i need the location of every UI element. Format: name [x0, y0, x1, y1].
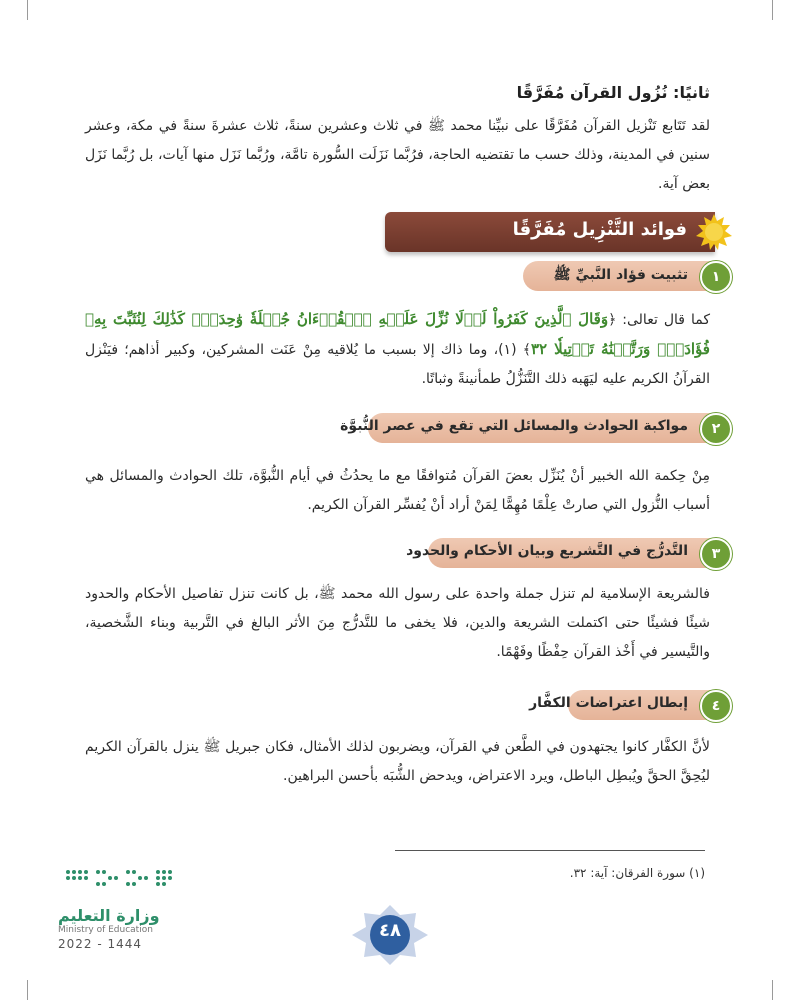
page-number: ٤٨	[379, 920, 401, 941]
benefit-number-badge-2: ٢	[700, 413, 732, 445]
footnote-divider	[395, 850, 705, 851]
sun-icon	[696, 214, 732, 250]
benefit-title-3: التَّدرُّج في التَّشريع وبيان الأحكام والحدود	[406, 543, 688, 559]
benefit-heading-3	[406, 538, 718, 568]
benefit-number-badge-4: ٤	[700, 690, 732, 722]
benefit-text-3: فالشريعة الإسلامية لم تنزل جملة واحدة على رسول الله محمد ﷺ، بل كانت تنزل تفاصيل الأحكام والحدود شيئًا فشيئًا حتى اكتملت الشريعة والدين، فلا يخفى ما للتَّدرُّج مِنَ الأثر البالغ في التَّربية وبناء الشَّخصية، والتَّيسير في أَخْذ القرآن حِفْظًا وفَهْمًا.	[85, 586, 710, 660]
main-title-banner	[385, 212, 715, 252]
ministry-name-english: Ministry of Education	[58, 925, 153, 935]
benefit-text-4: لأنَّ الكفَّار كانوا يجتهدون في الطَّعن في القرآن، ويضربون لذلك الأمثال، فكان جبريل ﷺ ينزل بالقرآن الكريم ليُحِقَّ الحقَّ ويُبطِل الباطل، ويرد الاعتراض، ويدحض الشُّبَه بأحسن البراهين.	[85, 739, 710, 784]
intro-paragraph: لقد تَتَابع تَنْزيل القرآن مُفَرَّقًا على نبيِّنا محمد ﷺ في ثلاث وعشرين سنةً، ثلاث عشرةَ سنةً في مكة، وعشر سنين في المدينة، وذلك حسب ما تقتضيه الحاجة، فرُبَّما نَزَلَت السُّورة تامَّة، ورُبَّما نَزَل منها آيات، بل رُبَّما نَزَل بعض آية.	[85, 118, 710, 192]
section-heading: ثانيًا: نُزُول القرآن مُفَرَّقًا	[516, 83, 710, 102]
benefit-text-1-after: ﴾ (١)، وما ذاك إلا بسبب ما يُلاقيه مِنْ عَنَت المشركين، وكبير أذاهم؛ فيَنْزل القرآنُ الكريم عليه ليَهَبه ذلك التَّنَزُّلُ طمأنينةً وثباتًا.	[85, 342, 710, 387]
ministry-logo-icon	[58, 862, 178, 902]
benefit-title-2: مواكبة الحوادث والمسائل التي تقع في عصر النُّبوَّة	[340, 418, 688, 434]
footnote: (١) سورة الفرقان: آية: ٣٢.	[569, 866, 705, 880]
benefit-text-1	[85, 305, 710, 394]
benefit-number-badge-1: ١	[700, 261, 732, 293]
benefit-heading-4	[529, 690, 718, 720]
quran-verse: وَقَالَ ٱلَّذِينَ كَفَرُواْ لَوۡلَا نُزِّلَ عَلَيۡهِ ٱلۡقُرۡءَانُ جُمۡلَةٗ وَٰحِدَةٗۚ كَذَٰلِكَ لِنُثَبِّتَ بِهِۦ فُؤَادَكَۖ وَرَتَّلۡنَٰهُ تَرۡتِيلٗا ٣٢	[85, 310, 710, 358]
main-title: فوائد التَّنْزِيل مُفَرَّقًا	[512, 219, 687, 240]
ministry-name-arabic: وزارة التعليم	[58, 906, 160, 925]
benefit-text-1-before: كما قال تعالى: ﴿	[608, 312, 710, 328]
benefit-title-1: تثبيت فؤاد النَّبيِّ ﷺ	[553, 267, 688, 283]
ministry-year: 2022 - 1444	[58, 937, 143, 951]
benefit-title-4: إبطال اعتراضات الكفَّار	[529, 695, 688, 711]
benefit-number-badge-3: ٣	[700, 538, 732, 570]
benefit-heading-1	[523, 261, 718, 291]
benefit-heading-2	[340, 413, 718, 443]
benefit-text-2: مِنْ حِكمة الله الخبير أنْ يُنَزِّل بعضَ القرآن مُتوافقًا مع ما يحدُثُ في أيام النُّبوَّة، تلك الحوادث والمسائل هي أسباب النُّزول التي صارتْ عِلْمًا مُهِمًّا لِمَنْ أراد أنْ يُفسِّر القرآن الكريم.	[85, 468, 710, 513]
